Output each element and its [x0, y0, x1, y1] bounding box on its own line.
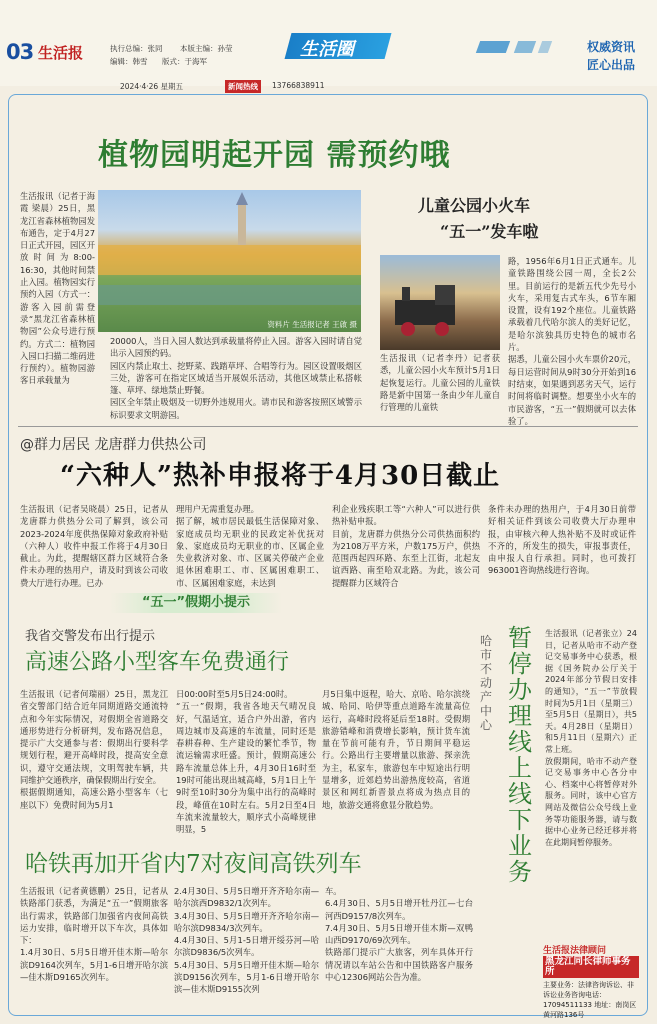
editor: 编辑：韩雪 — [110, 57, 148, 66]
headline-highway: 高速公路小型客车免费通行 — [25, 650, 290, 675]
hotline-number: 13766838911 — [272, 81, 325, 90]
headline-night-trains: 哈铁再加开省内7对夜间高铁列车 — [25, 851, 362, 877]
article-body: 生活报讯（记者吴晓晨）25日，记者从龙唐群力供热分公司了解到，该公司2023-2024年度供热保障对象政府补贴（六种人）收件申报工作将于4月30日截止。为此，提醒辖区群力区域符合条件未办理的热用户，请及时到该公司收费大厅进行办理。已办 — [20, 504, 168, 588]
kicker-heating: @群力居民 龙唐群力供热公司 — [20, 437, 207, 453]
article-body: 生活报讯（记者张立）24日，记者从哈市不动产登记交易事务中心获悉，根据《国务院办公厅关于2024年部分节假日安排的通知》，“五一”节放假时间为5月1日（星期三）至5月5日（星期日），共5天。4月28日（星期日）和5月11日（星期六）正常上班。 放假期间，哈市不动产登记交易事务中心各分中心、档案中心将暂停对外服务。同时，该中心官方网站及微信公众号线上业务等功能服务器，请与数据中心业务已经迁移并将在此期间暂停服务。 — [545, 629, 637, 847]
divider — [18, 426, 638, 427]
ad-firm-name: 黑龙江同长律师事务所 — [543, 956, 639, 978]
headline-suspend-service: 暂停办理线上线下业务 — [508, 624, 532, 886]
article-body: 生活报讯（记者何瑞丽）25日，黑龙江省交警部门结合近年同期道路交通流特点和今年实际情况，对假期全省道路交通形势进行分析研判，发布路况信息，提示广大交通参与者：假期出行要科学规划行程，避开高峰时段，提高安全意识，遵守交通法规，文明驾驶车辆，共同维护交通秩序，确保假期出行安全。 根据假期通知，高速公路小型客车（七座以下）免费时间为5月1 — [20, 689, 168, 810]
headline-train-2: “五一”发车啦 — [440, 222, 539, 241]
article-body: 日00:00时至5月5日24:00时。 “五一”假期，我省各地天气晴况良好，气温适宜，适合户外出游，省内周边城市及高速的车流量，同时还是春耕春种、生产建设的繁忙季节，物流运输需求旺盛。预计，假期高速公路车流量总体上升，4月30日16时至19时可能出现出城高峰，5月1日上午9时至10时30分为集中出行的高峰时段，峰值在10时左右。5月2日至4日车流来流量较大，顺序式小高峰规律明显，5 — [176, 689, 316, 835]
article-body: 条件未办理的热用户，于4月30日前带好相关证件到该公司收费大厅办理申报，由审核六种人热补贴不及时或证件不齐的，所发生的损失，审报事责任，由申报人自行承担。同时，也可拨打963001咨询热线进行咨询。 — [488, 504, 636, 576]
hotline-label: 新闻热线 — [225, 80, 261, 93]
paper-logo: 生活报 — [38, 44, 84, 62]
article-body: 20000人，当日入园人数达到承载量将停止入园。游客入园时请自觉出示入园预约码。 园区内禁止取土、挖野菜、践踏草坪、合唱等行为。园区设置吸烟区三处，游客可在指定区域适当开展娱乐活动，其他区域禁止私搭帐篷、草坪、绿地禁止野餐。 园区全年禁止吸烟及一切野外违规用火。请市民和游客按照区域警示标识要求文明游园。 — [110, 336, 362, 420]
issue-date: 2024·4·26 星期五 — [120, 82, 184, 91]
article-body: 车。 6.4月30日、5月5日增开牡丹江—七台河西D9157/8次列车。 7.4月30日、5月5日增开佳木斯—双鸭山西D9170/69次列车。 铁路部门提示广大旅客，列车具体开行情况请以车站公告和中国铁路客户服务中心12306网站公告为准。 — [325, 886, 473, 983]
botanical-garden-photo — [98, 190, 361, 332]
photo-caption: 资料片 生活报记者 王啟 摄 — [267, 320, 357, 329]
ad-heading: 生活报法律顾问 — [543, 946, 607, 956]
section-title: 生活圈 — [300, 39, 354, 60]
mini-train-photo — [380, 255, 500, 350]
may-day-tips-tag: “五一”假期小提示 — [110, 593, 282, 613]
kicker-traffic: 我省交警发布出行提示 — [25, 629, 156, 644]
article-body: 生活报讯（记者李丹）记者获悉，儿童公园小火车预计5月1日起恢复运行。儿童公园的儿童铁路是新中国第一条由少年儿童自行管理的儿童铁 — [380, 353, 500, 413]
article-body: 生活报讯（记者于海霞 梁晨）25日，黑龙江省森林植物园发布通告，定于4月27日正式开园，园区开放时间为8:00-16:30，其他时间禁止入园。植物园实行预约入园（方式一：游客入园前需登录“黑龙江省森林植物园”公众号进行预约。方式二：植物园入园口扫描二维码进行预约）。植物园游客日承载量为 — [20, 191, 95, 386]
article-body: 月5日集中返程，哈大、京哈、哈尔滨绕城、哈同、哈伊等重点道路车流量高位运行，高峰时段将延后至18时。受假期旅游错峰和消费增长影响，预计货车流量在节前可能有升，节日期间平稳运行。公路出行主要增量以旅游、探亲洗为主，私家车，旅游包车中短途出行明显增多，近郊趋势出游热度较高，省道景区和网红新晋景点将成为热点目的地，旅游交通将愈显分散趋势。 — [322, 689, 470, 810]
real-estate-center-label: 哈市不动产中心 — [480, 634, 493, 732]
article-body: 利企业残疾职工等“六种人”可以进行供热补贴申报。 目前，龙唐群力供热分公司供热面积约为2108万平方米，户数175万户，供热范围西起四环路、东至上江街，北起友谊西路、南至哈双北路。为此，该公司提醒群力区域符合 — [332, 504, 480, 588]
headline-botanical-garden: 植物园明起开园 需预约哦 — [98, 138, 451, 173]
designer: 版式：于海军 — [162, 57, 207, 66]
ad-body: 主要业务：法律咨询诉讼、非诉讼业务咨询电话：17094511133 地址：南岗区黄河路136号 — [543, 981, 637, 1019]
law-firm-ad — [543, 946, 639, 1019]
slogan-2: 匠心出品 — [586, 58, 635, 72]
article-body: 2.4月30日、5月5日增开齐齐哈尔南—哈尔滨西D9832/1次列车。 3.4月30日、5月5日增开齐齐哈尔南—哈尔滨D9834/3次列车。 4.4月30日、5月1-5日增开绥芬河—哈尔滨D9836/5次列车。 5.4月30日、5月5日增开佳木斯—哈尔滨D9156次列车，5月1-6日增开哈尔滨—佳木斯D9155次列 — [174, 886, 319, 995]
headline-heating: “六种人”热补申报将于4月30日截止 — [60, 461, 501, 491]
section-banner — [288, 33, 588, 59]
headline-train-1: 儿童公园小火车 — [418, 196, 531, 215]
article-body: 理用户无需重复办理。 据了解，城市居民最低生活保障对象、家庭成员均无职业的民政定补优抚对象、家庭成员均无职业的市、区属企业失业救济对象、市、区属关停破产企业退休困难职工、市、区属困难职工、市、区属困难家庭，未达到 — [176, 504, 324, 588]
slogan-1: 权威资讯 — [586, 40, 635, 54]
article-body: 生活报讯（记者黄德鹏）25日，记者从铁路部门获悉，为满足“五一”假期旅客出行需求，铁路部门加强省内夜间高铁运力安排，临时增开以下车次，具体如下： 1.4月30日、5月5日增开佳木斯—哈尔滨D9164次列车，5月1-6日增开哈尔滨—佳木斯D9165次列车。 — [20, 886, 168, 983]
exec-editor: 执行总编：张同 — [110, 44, 163, 53]
article-body: 路，1956年6月1日正式通车。儿童铁路围绕公园一周，全长2公里。目前运行的是新五代少先号小火车，采用复古式车头，6节车厢设置，设有192个座位。儿童铁路承载着几代哈尔滨人的美好记忆，是哈尔滨独具历史特色的城市名片。 据悉，儿童公园小火车票价20元，每日运营时间从9时30分开始到16时结束，如果遇到恶劣天气，运行时间将临时调整。想要坐小火车的市民游客，“五一”假期就可以去体验了。 — [508, 256, 636, 426]
page-number: 03 — [6, 40, 34, 64]
page-editor: 本版主编：孙莹 — [180, 44, 233, 53]
